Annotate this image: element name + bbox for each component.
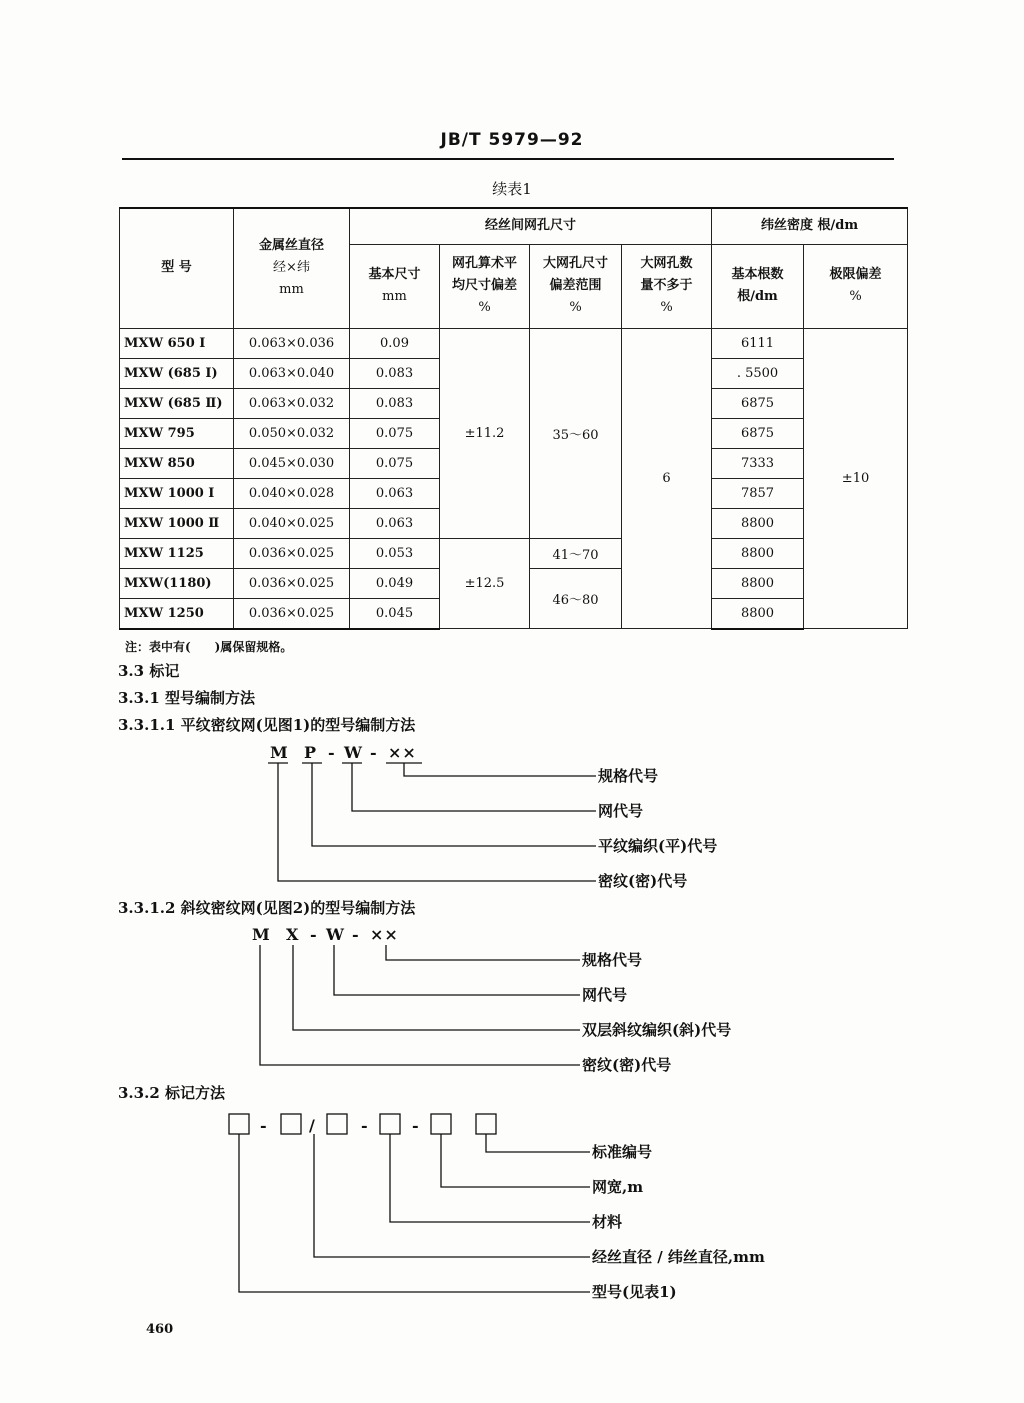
cell-wire: 0.050×0.032 — [234, 418, 350, 448]
code-separator: - — [328, 743, 336, 762]
cell-size: 0.045 — [350, 598, 440, 629]
code-separator: - — [352, 925, 360, 944]
cell-mean-dev-a: ±11.2 — [440, 328, 530, 538]
section-3-3-1: 3.3.1 型号编制方法 — [118, 689, 255, 707]
cell-wire: 0.040×0.028 — [234, 478, 350, 508]
header-basic-size: 基本尺寸 mm — [350, 244, 440, 328]
page-number: 460 — [146, 1322, 174, 1337]
cell-count: 8800 — [712, 598, 804, 629]
spec-table — [119, 207, 908, 630]
cell-model: MXW (685 Ⅱ) — [120, 388, 234, 418]
header-limit-deviation: 极限偏差 % — [804, 244, 908, 328]
code-letter: ×× — [388, 743, 417, 762]
cell-size: 0.083 — [350, 358, 440, 388]
cell-size: 0.053 — [350, 538, 440, 568]
cell-wire: 0.036×0.025 — [234, 538, 350, 568]
cell-count: 6875 — [712, 388, 804, 418]
cell-range-c: 46～80 — [530, 568, 622, 629]
label-twill-weave-code: 双层斜纹编织(斜)代号 — [582, 1021, 732, 1039]
cell-count: 8800 — [712, 538, 804, 568]
separator: - — [260, 1116, 268, 1135]
cell-model: MXW 1125 — [120, 538, 234, 568]
cell-limit-dev: ±10 — [804, 328, 908, 629]
cell-large-count: 6 — [622, 328, 712, 629]
cell-count: 7333 — [712, 448, 804, 478]
header-warp-mesh-group: 经丝间网孔尺寸 — [350, 208, 712, 244]
header-large-range: 大网孔尺寸 偏差范围 % — [530, 244, 622, 328]
cell-model: MXW 650 Ⅰ — [120, 328, 234, 358]
diagram-marking-method — [229, 1114, 765, 1301]
cell-wire: 0.045×0.030 — [234, 448, 350, 478]
cell-range-a: 35～60 — [530, 328, 622, 538]
code-letter: P — [304, 743, 318, 762]
header-basic-count: 基本根数 根/dm — [712, 244, 804, 328]
separator: - — [361, 1116, 369, 1135]
cell-size: 0.083 — [350, 388, 440, 418]
cell-count: 7857 — [712, 478, 804, 508]
label-dense-code: 密纹(密)代号 — [598, 872, 688, 890]
cell-count: 8800 — [712, 568, 804, 598]
header-wire-diameter: 金属丝直径 经×纬 mm — [234, 208, 350, 328]
placeholder-box — [327, 1114, 347, 1134]
cell-wire: 0.063×0.032 — [234, 388, 350, 418]
code-letter: W — [326, 925, 345, 944]
document-code: JB/T 5979—92 — [440, 130, 584, 150]
diagram-twill-weave — [252, 925, 731, 1074]
cell-count: 8800 — [712, 508, 804, 538]
cell-model: MXW 1000 Ⅱ — [120, 508, 234, 538]
cell-model: MXW (685 Ⅰ) — [120, 358, 234, 388]
header-mean-deviation: 网孔算术平 均尺寸偏差 % — [440, 244, 530, 328]
label-mesh-width: 网宽,m — [592, 1178, 644, 1196]
cell-mean-dev-b: ±12.5 — [440, 538, 530, 629]
cell-wire: 0.036×0.025 — [234, 568, 350, 598]
cell-size: 0.063 — [350, 508, 440, 538]
cell-wire: 0.063×0.040 — [234, 358, 350, 388]
cell-model: MXW 850 — [120, 448, 234, 478]
label-material: 材料 — [592, 1213, 623, 1231]
placeholder-box — [380, 1114, 400, 1134]
label-spec-code: 规格代号 — [598, 767, 659, 785]
header-model: 型 号 — [120, 208, 234, 328]
section-3-3-1-1: 3.3.1.1 平纹密纹网(见图1)的型号编制方法 — [118, 716, 416, 734]
label-spec-code: 规格代号 — [582, 951, 643, 969]
label-dense-code: 密纹(密)代号 — [582, 1056, 672, 1074]
label-mesh-code: 网代号 — [598, 802, 644, 820]
placeholder-box — [281, 1114, 301, 1134]
cell-size: 0.075 — [350, 418, 440, 448]
label-plain-weave-code: 平纹编织(平)代号 — [598, 837, 718, 855]
code-letter: M — [270, 743, 289, 762]
section-3-3-2: 3.3.2 标记方法 — [118, 1084, 225, 1102]
cell-model: MXW 1250 — [120, 598, 234, 629]
code-letter: X — [286, 925, 300, 944]
table-row — [120, 328, 908, 358]
cell-wire: 0.036×0.025 — [234, 598, 350, 629]
cell-count: 6875 — [712, 418, 804, 448]
placeholder-box — [229, 1114, 249, 1134]
cell-count: . 5500 — [712, 358, 804, 388]
separator: / — [309, 1116, 316, 1135]
section-3-3: 3.3 标记 — [118, 662, 180, 680]
cell-size: 0.049 — [350, 568, 440, 598]
table-row — [120, 538, 908, 568]
header-rule — [122, 158, 894, 160]
code-letter: M — [252, 925, 271, 944]
code-letter: ×× — [370, 925, 399, 944]
code-letter: W — [344, 743, 363, 762]
placeholder-box — [431, 1114, 451, 1134]
label-standard-number: 标准编号 — [592, 1143, 653, 1161]
header-large-count: 大网孔数 量不多于 % — [622, 244, 712, 328]
section-3-3-1-2: 3.3.1.2 斜纹密纹网(见图2)的型号编制方法 — [118, 899, 416, 917]
code-separator: - — [370, 743, 378, 762]
table-caption: 续表1 — [492, 180, 532, 198]
separator: - — [412, 1116, 420, 1135]
cell-model: MXW 795 — [120, 418, 234, 448]
diagram-plain-weave — [268, 743, 717, 890]
cell-size: 0.063 — [350, 478, 440, 508]
placeholder-box — [476, 1114, 496, 1134]
table-note: 注：表中有( )属保留规格。 — [125, 640, 293, 654]
cell-size: 0.075 — [350, 448, 440, 478]
cell-range-b: 41～70 — [530, 538, 622, 568]
cell-wire: 0.040×0.025 — [234, 508, 350, 538]
cell-size: 0.09 — [350, 328, 440, 358]
cell-model: MXW 1000 Ⅰ — [120, 478, 234, 508]
cell-count: 6111 — [712, 328, 804, 358]
cell-wire: 0.063×0.036 — [234, 328, 350, 358]
label-wire-diameter: 经丝直径 / 纬丝直径,mm — [592, 1248, 765, 1266]
label-mesh-code: 网代号 — [582, 986, 628, 1004]
label-model: 型号(见表1) — [592, 1283, 677, 1301]
cell-model: MXW(1180) — [120, 568, 234, 598]
header-weft-density-group: 纬丝密度 根/dm — [712, 208, 908, 244]
code-separator: - — [310, 925, 318, 944]
